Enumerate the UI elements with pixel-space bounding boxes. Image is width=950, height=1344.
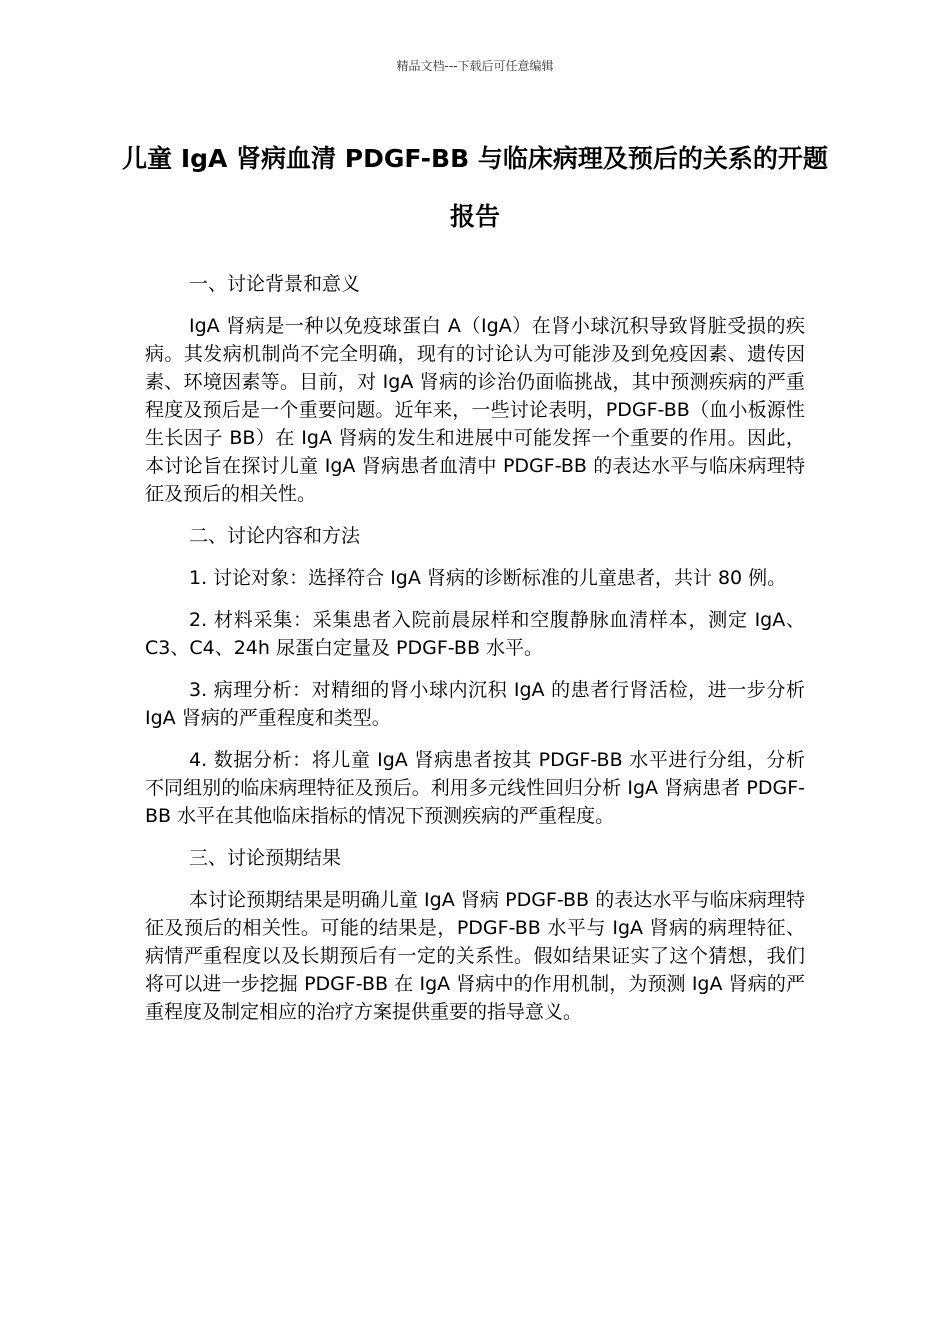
section-heading-background: 一、讨论背景和意义 [189,273,361,295]
methods-item-analysis: 4. 数据分析：将儿童 IgA 肾病患者按其 PDGF-BB 水平进行分组，分析不同组别的临床病理特征及预后。利用多元线性回归分析 IgA 肾病患者 PDGF-BB 水平在其他临床指标的情况下预测疾病的严重程度。 [145,749,805,827]
document-body [145,270,805,1040]
document-title: 儿童 IgA 肾病血清 PDGF-BB 与临床病理及预后的关系的开题报告 [122,144,828,231]
methods-item-materials: 2. 材料采集：采集患者入院前晨尿样和空腹静脉血清样本，测定 IgA、C3、C4、24h 尿蛋白定量及 PDGF-BB 水平。 [145,609,805,659]
methods-item-pathology: 3. 病理分析：对精细的肾小球内沉积 IgA 的患者行肾活检，进一步分析 IgA 肾病的严重程度和类型。 [145,679,805,729]
background-paragraph: IgA 肾病是一种以免疫球蛋白 A（IgA）在肾小球沉积导致肾脏受损的疾病。其发病机制尚不完全明确，现有的讨论认为可能涉及到免疫因素、遗传因素、环境因素等。目前，对 IgA 肾病的诊治仍面临挑战，其中预测疾病的严重程度及预后是一个重要问题。近年来，一些讨论表明，PDGF-BB（血小板源性生长因子 BB）在 IgA 肾病的发生和进展中可能发挥一个重要的作用。因此，本讨论旨在探讨儿童 IgA 肾病患者血清中 PDGF-BB 的表达水平与临床病理特征及预后的相关性。 [145,315,805,505]
section-heading-methods: 二、讨论内容和方法 [189,525,361,547]
expected-results-paragraph: 本讨论预期结果是明确儿童 IgA 肾病 PDGF-BB 的表达水平与临床病理特征及预后的相关性。可能的结果是，PDGF-BB 水平与 IgA 肾病的病理特征、病情严重程度以及长期预后有一定的关系性。假如结果证实了这个猜想，我们将可以进一步挖掘 PDGF-BB 在 IgA 肾病中的作用机制，为预测 IgA 肾病的严重程度及制定相应的治疗方案提供重要的指导意义。 [145,889,805,1023]
header-note: 精品文档---下载后可任意编辑 [396,59,554,73]
section-heading-expected-results: 三、讨论预期结果 [189,847,342,869]
methods-item-subjects: 1. 讨论对象：选择符合 IgA 肾病的诊断标准的儿童患者，共计 80 例。 [189,567,787,589]
